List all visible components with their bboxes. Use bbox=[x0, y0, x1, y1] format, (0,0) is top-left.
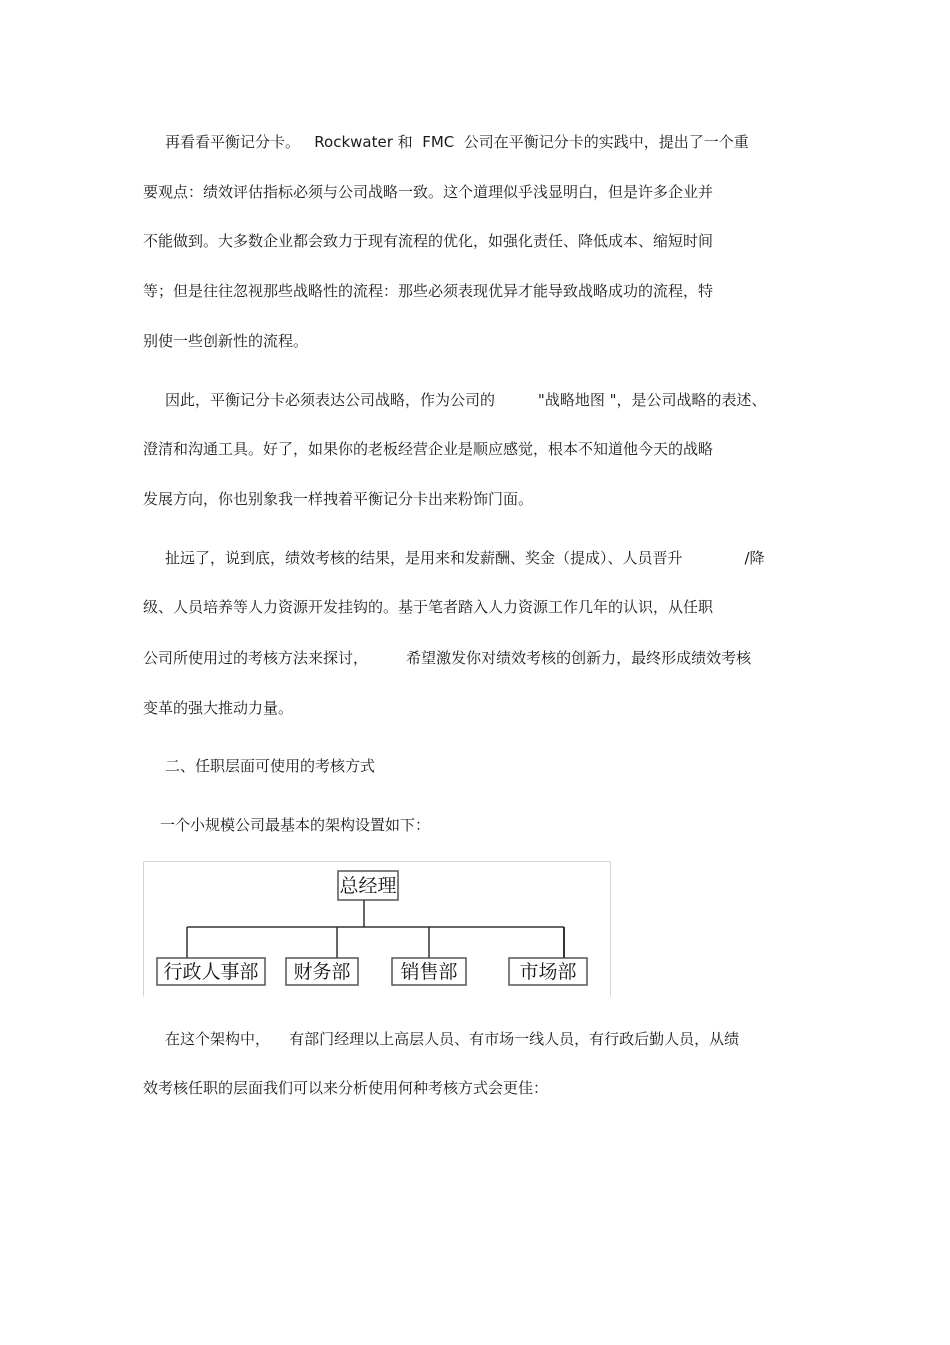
text-line: 在这个架构中， 有部门经理以上高层人员、有市场一线人员，有行政后勤人员，从绩 bbox=[165, 1030, 740, 1048]
org-node-root-label: 总经理 bbox=[339, 875, 397, 897]
org-node-label: 销售部 bbox=[400, 961, 458, 983]
org-chart bbox=[143, 861, 611, 997]
text-line: 再看看平衡记分卡。 Rockwater 和 FMC 公司在平衡记分卡的实践中，提出了一个重 bbox=[165, 133, 749, 151]
text-line: 别使一些创新性的流程。 bbox=[143, 332, 309, 350]
text-line: 级、人员培养等人力资源开发挂钩的。基于笔者踏入人力资源工作几年的认识，从任职 bbox=[143, 598, 714, 616]
text-line: 发展方向，你也别象我一样拽着平衡记分卡出来粉饰门面。 bbox=[143, 490, 534, 508]
text-line: 等；但是往往忽视那些战略性的流程：那些必须表现优异才能导致战略成功的流程，特 bbox=[143, 282, 714, 300]
section-heading: 二、任职层面可使用的考核方式 bbox=[165, 757, 376, 775]
org-node-label: 财务部 bbox=[293, 961, 351, 983]
text-line: 效考核任职的层面我们可以来分析使用何种考核方式会更佳： bbox=[143, 1079, 549, 1097]
org-node-label: 市场部 bbox=[519, 961, 577, 983]
text-line: 要观点：绩效评估指标必须与公司战略一致。这个道理似乎浅显明白，但是许多企业并 bbox=[143, 183, 714, 201]
intro-text: 一个小规模公司最基本的架构设置如下： bbox=[160, 816, 431, 834]
text-line: 变革的强大推动力量。 bbox=[143, 699, 294, 717]
text-line: 因此，平衡记分卡必须表达公司战略，作为公司的 "战略地图 "，是公司战略的表述、 bbox=[165, 391, 767, 409]
text-line: 不能做到。大多数企业都会致力于现有流程的优化，如强化责任、降低成本、缩短时间 bbox=[143, 232, 714, 250]
org-chart-figure bbox=[143, 861, 611, 997]
text-line: 扯远了，说到底，绩效考核的结果，是用来和发薪酬、奖金（提成）、人员晋升 /降 bbox=[165, 549, 765, 567]
text-line: 澄清和沟通工具。好了，如果你的老板经营企业是顺应感觉，根本不知道他今天的战略 bbox=[143, 440, 714, 458]
org-node-label: 行政人事部 bbox=[163, 961, 259, 983]
text-line: 公司所使用过的考核方法来探讨， 希望激发你对绩效考核的创新力，最终形成绩效考核 bbox=[143, 649, 752, 667]
